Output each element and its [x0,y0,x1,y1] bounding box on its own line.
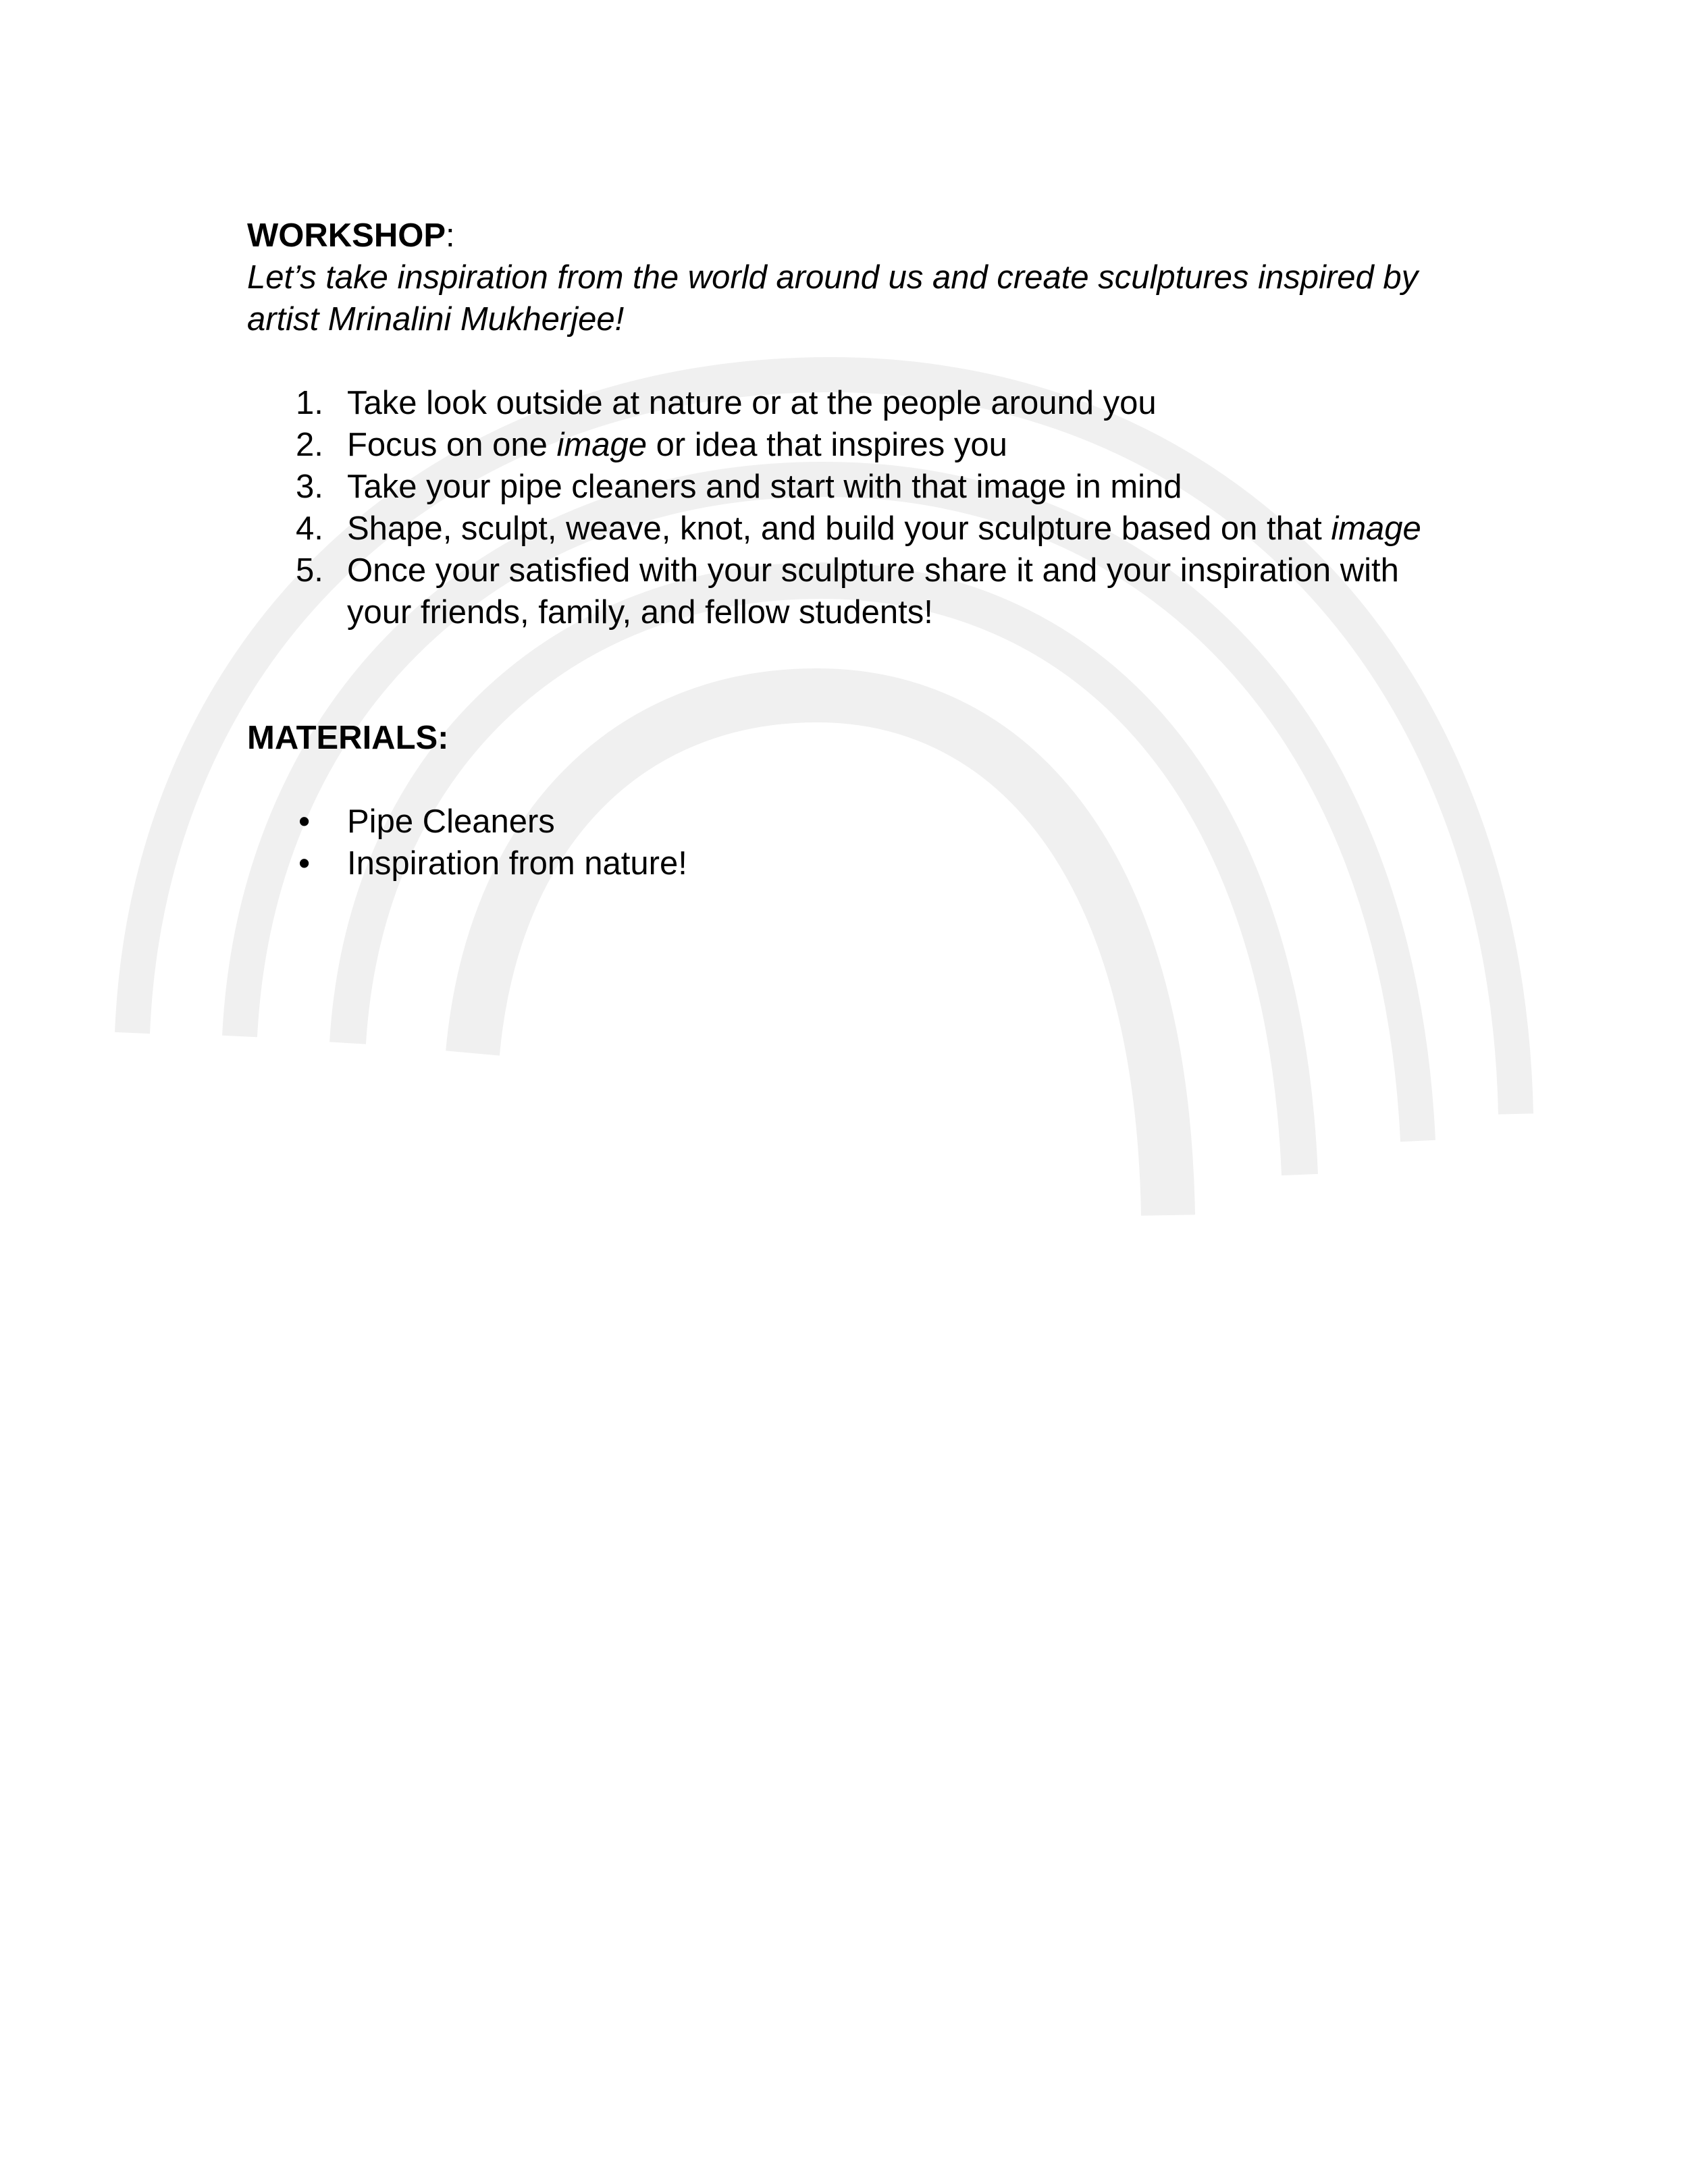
materials-item-text: Pipe Cleaners [347,803,555,840]
step-item [247,466,1454,508]
step-text: Once your satisfied with your sculpture share it and your inspiration with your friends, family, and fellow students! [347,552,1399,631]
step-text: Shape, sculpt, weave, knot, and build your sculpture based on that [347,510,1331,547]
step-item [247,382,1454,424]
step-number: 3. [296,469,323,505]
step-item [247,508,1454,550]
document-body [247,215,1462,884]
materials-item [247,801,1462,843]
step-number: 1. [296,385,323,421]
step-number: 5. [296,552,323,589]
step-text-tail: or idea that inspires you [647,427,1007,463]
bullet-icon: • [298,803,311,840]
step-number: 4. [296,510,323,547]
step-emphasis: image [1331,510,1421,547]
step-number: 2. [296,427,323,463]
materials-item [247,843,1462,884]
step-item [247,424,1454,466]
step-text: Take look outside at nature or at the people around you [347,385,1157,421]
workshop-steps-list [247,382,1462,633]
materials-list [247,801,1462,884]
step-emphasis: image [556,427,648,463]
workshop-heading-colon: : [446,217,455,254]
step-item [247,550,1454,633]
step-text: Take your pipe cleaners and start with that image in mind [347,469,1182,505]
workshop-heading-label: WORKSHOP [247,217,446,254]
materials-item-text: Inspiration from nature! [347,845,687,882]
materials-heading-label: MATERIALS: [247,720,449,756]
workshop-intro: Let’s take inspiration from the world around us and create sculptures inspired by artist Mrinalini Mukherjee! [247,259,1419,338]
workshop-heading [247,215,1462,257]
bullet-icon: • [298,845,311,882]
step-text: Focus on one [347,427,557,463]
materials-heading [247,717,1462,759]
